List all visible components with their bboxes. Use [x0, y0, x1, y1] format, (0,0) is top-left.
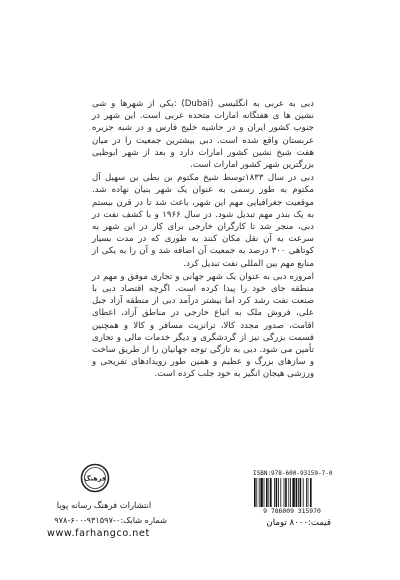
description-paragraph: دبی به عربی به انگلیسی (Dubai) :یکی از شهرها و شی نشین ها ی هفتگانه امارات متحده عربی است. این شهر در جنوب کشور ایران و در حاشیه خلیج فارس و در شبه جزیره عربستان واقع شده است. دبی بیشترین جمعیت را در میان هفت شیخ نشین کشور امارات دارد و بعد از شهر ابوظبی بزرگترین شهر کشور امارات است.	[92, 99, 315, 171]
barcode-digits: 9 786009 315970	[263, 507, 321, 515]
price-label: قیمت:۸۰۰۰ تومان	[266, 518, 331, 528]
isbn-persian: شماره شابک:۰-۹۳۱۵۹۷-۶۰۰-۹۷۸	[54, 515, 167, 525]
barcode-bars	[254, 478, 330, 507]
svg-text:فرهنگ: فرهنگ	[83, 474, 107, 483]
description-text-block	[92, 98, 314, 382]
description-paragraph: دبی در سال ۱۸۳۳توسط شیخ مکتوم بن بطی بن سهیل آل مکتوم به طور رسمی به عنوان یک شهر بنیان نهاده شد. موقعیت جغرافیایی مهم این شهر، باعث شد تا در قرن بیستم به یک بندر مهم تبدیل شود. در سال ۱۹۶۶ و با کشف نفت در دبی، منجر شد تا کارگران خارجی برای کار در این شهر به سرعت به آن نقل مکان کنند به طوری که در مدت بسیار کوتاهی ۳۰۰ درصد به جمعیت آن اضافه شد و آن را به یکی از منابع مهم بین المللی نفت تبدیل کرد.	[92, 173, 314, 269]
barcode-isbn-label: ISBN:978-600-93159-7-0	[253, 470, 333, 477]
publisher-website: www.farhangco.net	[47, 528, 150, 539]
publisher-name: انتشارات فرهنگ رسانه پویا	[56, 500, 152, 510]
description-paragraph: امروزه دبی به عنوان یک شهر جهانی و تجاری موفق و مهم در منطقه جای خود را پیدا کرده است. اگرچه اقتصاد دبی با صنعت نفت رشد کرد اما بیشتر درآمد دبی از منطقه آزاد جبل علی، فروش ملک به اتباع خارجی در مناطق آزاد، اعطای اقامت، صدور مجدد کالا، ترانزیت مسافر و کالا و همچنین قسمت بزرگی نیز از گردشگری و دیگر خدمات مالی و تجاری تأمین می شود. دبی به تازگی توجه جهانیان را از طریق ساخت و سازهای بزرگ و عظیم و همین طور رویدادهای تفریحی و ورزشی هیجان انگیز به خود جلب کرده است.	[92, 271, 314, 380]
isbn-barcode	[253, 470, 331, 516]
publisher-logo-icon	[80, 463, 110, 493]
